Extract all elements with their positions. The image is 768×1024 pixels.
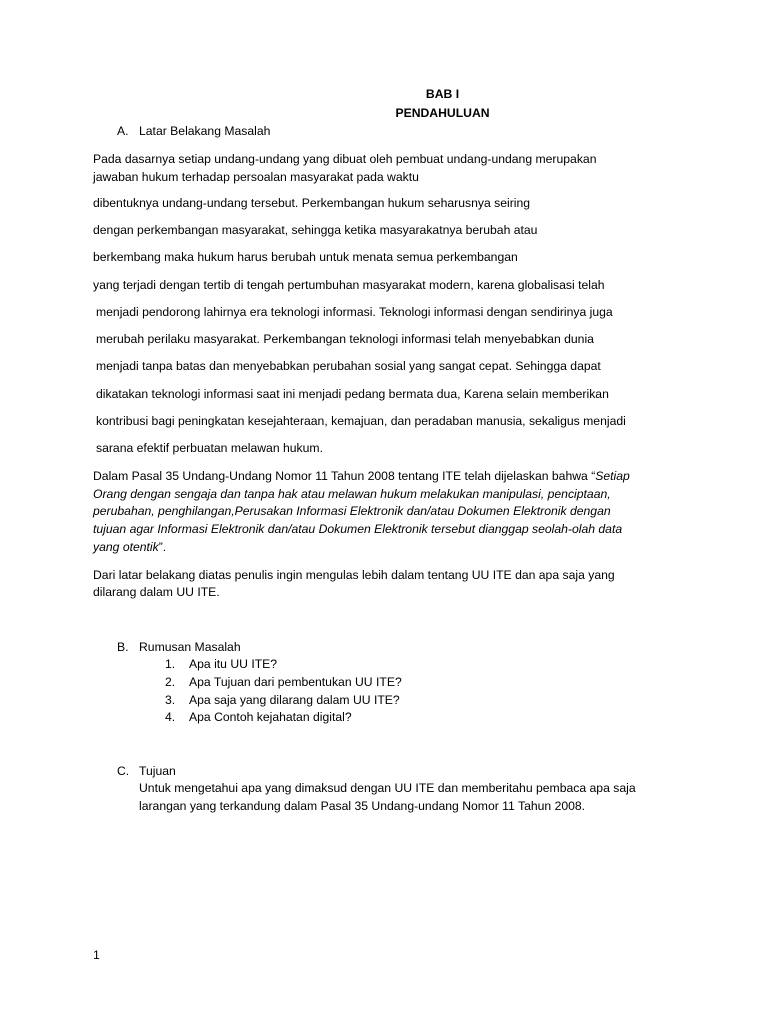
quote-text: yang otentik bbox=[93, 540, 159, 554]
section-title: Rumusan Masalah bbox=[139, 640, 241, 654]
section-title: Latar Belakang Masalah bbox=[139, 124, 271, 138]
section-letter: A. bbox=[117, 124, 129, 138]
list-number: 4. bbox=[165, 710, 176, 724]
paragraph-line: yang terjadi dengan tertib di tengah pertumbuhan masyarakat modern, karena globalisasi telah bbox=[93, 278, 605, 292]
section-title: Tujuan bbox=[139, 764, 176, 778]
list-number: 1. bbox=[165, 657, 176, 671]
quote-text: tujuan agar Informasi Elektronik dan/atau Dokumen Elektronik tersebut dianggap seolah-olah data bbox=[93, 522, 623, 536]
paragraph-line bbox=[93, 503, 611, 520]
quote-text: Orang dengan sengaja dan tanpa hak atau melawan hukum melakukan manipulasi, penciptaan, bbox=[93, 487, 611, 501]
paragraph-line: kontribusi bagi peningkatan kesejahteraan, kemajuan, dan peradaban manusia, sekaligus menjadi bbox=[96, 414, 626, 428]
paragraph-line: menjadi tanpa batas dan menyebabkan perubahan sosial yang sangat cepat. Sehingga dapat bbox=[96, 359, 601, 373]
quote-intro: Dalam Pasal 35 Undang-Undang Nomor 11 Tahun 2008 tentang ITE telah dijelaskan bahwa “ bbox=[93, 469, 596, 483]
paragraph-line: sarana efektif perbuatan melawan hukum. bbox=[96, 441, 323, 455]
paragraph-line: dikatakan teknologi informasi saat ini menjadi pedang bermata dua, Karena selain memberikan bbox=[96, 387, 609, 401]
paragraph-line: Pada dasarnya setiap undang-undang yang dibuat oleh pembuat undang-undang merupakan bbox=[93, 152, 597, 166]
paragraph-line bbox=[93, 539, 166, 556]
paragraph-line: menjadi pendorong lahirnya era teknologi informasi. Teknologi informasi dengan sendirinya juga bbox=[96, 305, 613, 319]
paragraph-line: dengan perkembangan masyarakat, sehingga ketika masyarakatnya berubah atau bbox=[93, 223, 538, 237]
list-text: Apa itu UU ITE? bbox=[189, 657, 278, 671]
page-number: 1 bbox=[93, 948, 100, 962]
chapter-label: BAB I bbox=[425, 87, 460, 101]
chapter-title: PENDAHULUAN bbox=[395, 106, 490, 120]
list-text: Apa Contoh kejahatan digital? bbox=[189, 710, 352, 724]
list-text: Apa saja yang dilarang dalam UU ITE? bbox=[189, 693, 400, 707]
paragraph-line: dilarang dalam UU ITE. bbox=[93, 585, 220, 599]
list-text: Apa Tujuan dari pembentukan UU ITE? bbox=[189, 675, 402, 689]
quote-text: Setiap bbox=[595, 469, 630, 483]
paragraph-line: jawaban hukum terhadap persoalan masyarakat pada waktu bbox=[93, 170, 419, 184]
quote-text: perubahan, penghilangan,Perusakan Informasi Elektronik dan/atau Dokumen Elektronik dengan bbox=[93, 504, 611, 518]
list-number: 2. bbox=[165, 675, 176, 689]
paragraph-line bbox=[93, 468, 630, 485]
section-letter: B. bbox=[117, 640, 129, 654]
paragraph-line bbox=[93, 486, 611, 503]
quote-close: ”. bbox=[158, 540, 167, 554]
paragraph-line bbox=[93, 521, 622, 538]
list-number: 3. bbox=[165, 693, 176, 707]
paragraph-line: berkembang maka hukum harus berubah untuk menata semua perkembangan bbox=[93, 250, 518, 264]
paragraph-line: Dari latar belakang diatas penulis ingin mengulas lebih dalam tentang UU ITE dan apa saja yang bbox=[93, 568, 615, 582]
paragraph-line: Untuk mengetahui apa yang dimaksud dengan UU ITE dan memberitahu pembaca apa saja bbox=[139, 781, 636, 795]
paragraph-line: larangan yang terkandung dalam Pasal 35 Undang-undang Nomor 11 Tahun 2008. bbox=[139, 799, 586, 813]
section-letter: C. bbox=[117, 764, 130, 778]
paragraph-line: dibentuknya undang-undang tersebut. Perkembangan hukum seharusnya seiring bbox=[93, 196, 531, 210]
paragraph-line: merubah perilaku masyarakat. Perkembangan teknologi informasi telah menyebabkan dunia bbox=[96, 332, 594, 346]
